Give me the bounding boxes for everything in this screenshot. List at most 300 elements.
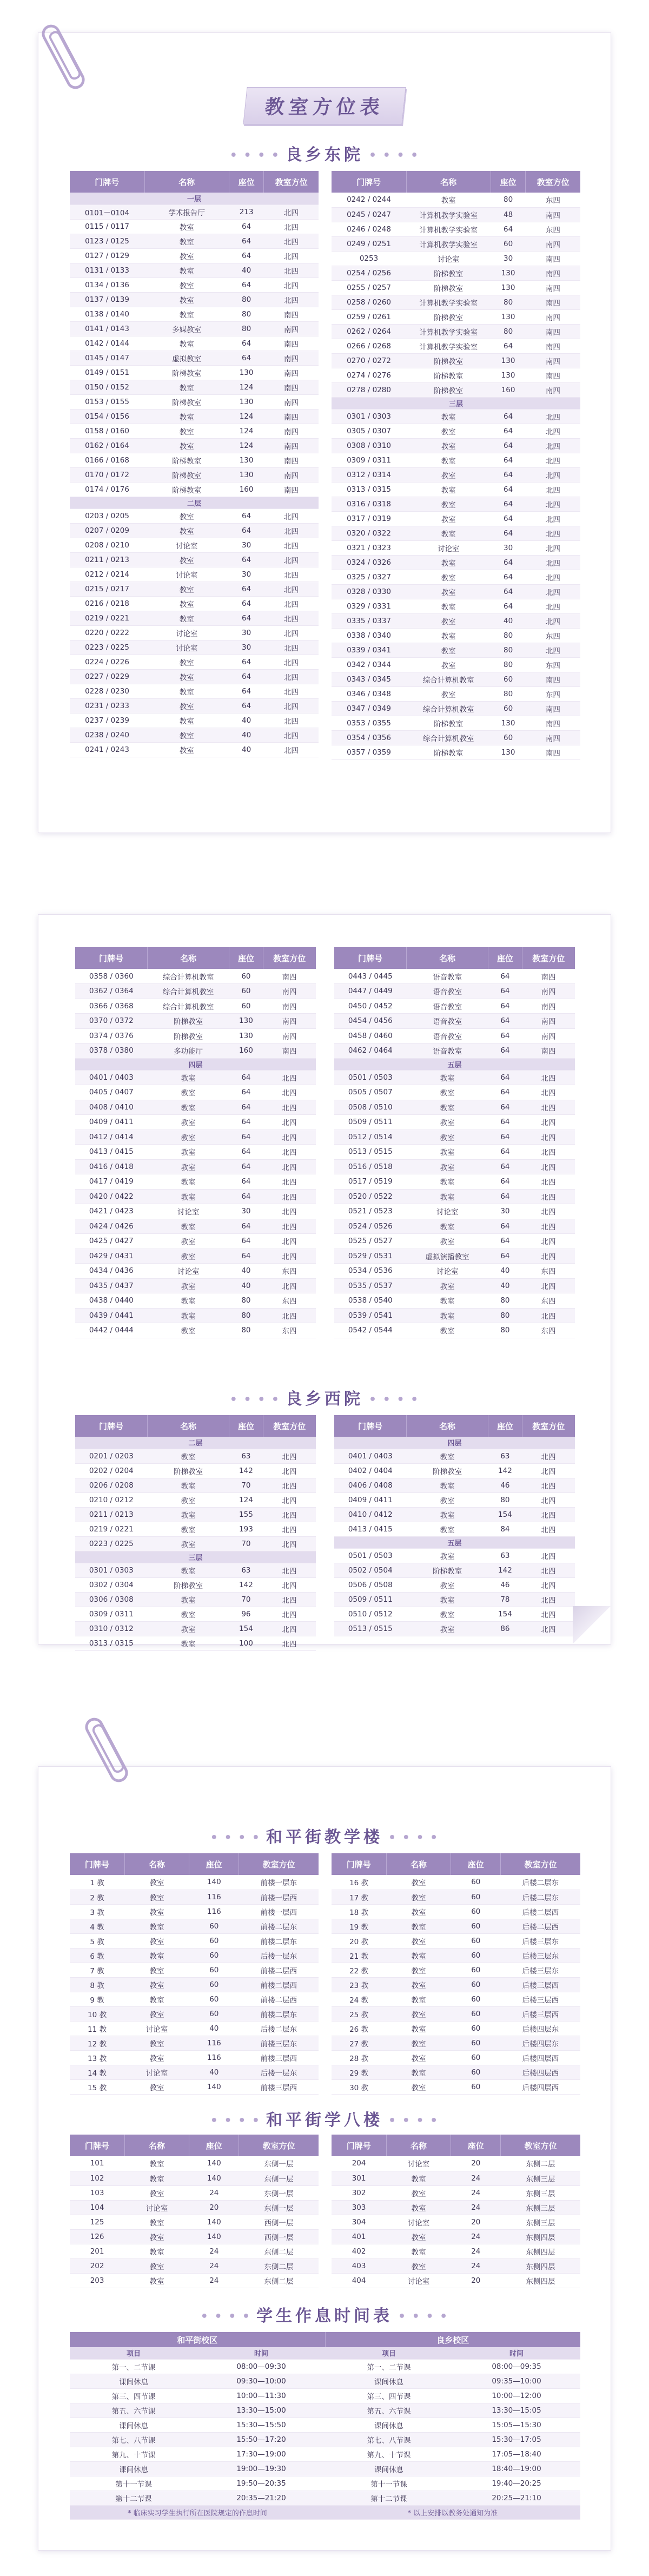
table-row [70, 278, 319, 292]
table-cell: 0420 / 0422 [75, 1189, 148, 1204]
table-cell: 0366 / 0368 [75, 999, 148, 1014]
table-cell: 10 教 [70, 2006, 124, 2021]
table-cell: 130 [491, 368, 525, 382]
table-cell: 30 教 [332, 2079, 386, 2094]
table-cell: 教室 [144, 248, 229, 263]
table-cell: 北四 [522, 1577, 575, 1592]
table-cell: 130 [491, 353, 525, 368]
campus-header-left: 和平街校区 [70, 2332, 325, 2347]
table-cell: 213 [229, 204, 263, 219]
table-cell: 0521 / 0523 [334, 1204, 407, 1219]
table-cell: 教室 [407, 1174, 488, 1190]
table-row [75, 1492, 316, 1507]
table-cell: 东四 [263, 1293, 316, 1309]
table-row [332, 266, 580, 280]
table-cell: 南四 [522, 984, 575, 999]
table-cell: 0462 / 0464 [334, 1043, 407, 1059]
page-sheet-2 [38, 914, 611, 1649]
table-cell: 126 [70, 2229, 124, 2244]
table-cell: 104 [70, 2200, 124, 2215]
table-cell: 北四 [522, 1563, 575, 1577]
table-cell: 0145 / 0147 [70, 351, 144, 365]
table-cell: 讨论室 [407, 1264, 488, 1279]
column-header: 教室方位 [526, 171, 580, 193]
table-cell: 阶梯教室 [406, 280, 491, 295]
table-row [70, 263, 319, 278]
table-cell: 130 [229, 453, 263, 467]
schedule-cell: 10:00—11:30 [197, 2388, 325, 2403]
table-cell: 0207 / 0209 [70, 523, 144, 538]
table-row [70, 204, 319, 219]
table-cell: 教室 [148, 1249, 229, 1264]
table-cell: 教室 [144, 684, 229, 698]
table-cell: 南四 [264, 365, 319, 380]
table-cell: 20 [451, 2156, 501, 2171]
table-row [70, 2244, 319, 2258]
table-cell: 北四 [522, 1463, 575, 1478]
table-cell: 0517 / 0519 [334, 1174, 407, 1190]
table-cell: 语音教室 [407, 1028, 488, 1043]
table-cell: 0253 [332, 251, 406, 266]
table-cell: 教室 [148, 1234, 229, 1249]
table-cell: 后楼二层东 [239, 2021, 319, 2036]
floor-divider-row [75, 1437, 316, 1449]
column-header: 座位 [189, 2135, 239, 2156]
schedule-row [70, 2418, 580, 2432]
table-cell: 前楼二层东 [239, 1933, 319, 1948]
table-cell: 北四 [264, 640, 319, 655]
room-table [70, 171, 319, 757]
table-cell: 南四 [263, 1043, 316, 1059]
table-cell: 前楼二层西 [239, 1992, 319, 2006]
table-cell: 教室 [407, 1070, 488, 1085]
table-row [332, 222, 580, 236]
column-header: 教室方位 [501, 2135, 580, 2156]
floor-label: 五层 [334, 1058, 575, 1070]
table-row [332, 643, 580, 657]
table-row [75, 1234, 316, 1249]
table-cell: 后楼三层东 [501, 1933, 580, 1948]
floor-label: 二层 [70, 497, 319, 508]
table-cell: 教室 [144, 669, 229, 684]
floor-divider-row [334, 1536, 575, 1548]
table-cell: 40 [488, 1264, 522, 1279]
table-row [70, 2215, 319, 2229]
table-cell: 0312 / 0314 [332, 467, 406, 482]
table-row [334, 1308, 575, 1323]
table-cell: 0131 / 0133 [70, 263, 144, 278]
table-row [332, 1904, 580, 1919]
table-row [75, 1249, 316, 1264]
table-cell: 后楼四层西 [501, 2050, 580, 2065]
column-header: 座位 [451, 1853, 501, 1875]
table-cell: 0410 / 0412 [334, 1507, 407, 1522]
schedule-row [70, 2447, 580, 2461]
table-cell: 北四 [522, 1607, 575, 1621]
table-cell: 3 教 [70, 1904, 124, 1919]
table-cell: 教室 [148, 1159, 229, 1174]
table-cell: 80 [229, 1308, 263, 1323]
table-row [332, 599, 580, 613]
table-row [332, 2258, 580, 2273]
table-row [70, 453, 319, 467]
table-cell: 140 [189, 2079, 239, 2094]
column-header: 名称 [124, 2135, 189, 2156]
table-cell: 64 [491, 222, 525, 236]
table-cell: 北四 [263, 1463, 316, 1478]
table-row [332, 628, 580, 643]
schedule-cell: 19:50—20:35 [197, 2476, 325, 2491]
table-cell: 30 [488, 1204, 522, 1219]
table-cell: 0325 / 0327 [332, 570, 406, 584]
table-cell: 教室 [124, 1890, 189, 1904]
table-cell: 南四 [263, 999, 316, 1014]
table-cell: 教室 [124, 1948, 189, 1963]
table-cell: 64 [488, 1189, 522, 1204]
table-cell: 南四 [526, 295, 580, 309]
page-title-banner [245, 87, 404, 124]
table-cell: 0208 / 0210 [70, 538, 144, 552]
table-cell: 北四 [263, 1607, 316, 1621]
table-cell: 计算机教学实验室 [406, 236, 491, 251]
table-cell: 63 [488, 1548, 522, 1563]
schedule-cell: 19:00—19:30 [197, 2461, 325, 2476]
table-cell: 南四 [526, 207, 580, 222]
table-cell: 东侧三层 [501, 2215, 580, 2229]
table-cell: 0346 / 0348 [332, 686, 406, 701]
table-cell: 22 教 [332, 1963, 386, 1977]
table-cell: 前楼一层西 [239, 1904, 319, 1919]
table-cell: 教室 [148, 1492, 229, 1507]
campus-header-right: 良乡校区 [325, 2332, 580, 2347]
table-cell: 60 [451, 2021, 501, 2036]
schedule-cell: 10:00—12:00 [453, 2388, 580, 2403]
table-row [332, 382, 580, 397]
table-cell: 东四 [526, 686, 580, 701]
schedule-cell: 第七、八节课 [70, 2432, 197, 2447]
table-row [70, 1933, 319, 1948]
table-cell: 教室 [386, 1933, 451, 1948]
table-cell: 教室 [124, 1977, 189, 1992]
table-cell: 0401 / 0403 [75, 1070, 148, 1085]
table-cell: 教室 [386, 2021, 451, 2036]
table-cell: 讨论室 [148, 1204, 229, 1219]
table-row [332, 555, 580, 570]
table-cell: 130 [229, 365, 263, 380]
table-row [70, 596, 319, 611]
table-row [75, 1043, 316, 1059]
table-cell: 多功能厅 [148, 1043, 229, 1059]
table-cell: 0141 / 0143 [70, 321, 144, 336]
table-cell: 东侧三层 [501, 2171, 580, 2185]
table-cell: 教室 [144, 307, 229, 321]
table-cell: 0343 / 0345 [332, 672, 406, 686]
table-cell: 综合计算机教室 [148, 984, 229, 999]
table-row [75, 1014, 316, 1029]
table-cell: 教室 [386, 1992, 451, 2006]
table-cell: 教室 [407, 1115, 488, 1130]
schedule-row [70, 2461, 580, 2476]
table-cell: 124 [229, 438, 263, 453]
table-cell: 64 [229, 1249, 263, 1264]
table-cell: 64 [229, 351, 263, 365]
table-cell: 64 [229, 669, 263, 684]
table-cell: 64 [488, 984, 522, 999]
table-cell: 北四 [264, 669, 319, 684]
table-cell: 64 [488, 999, 522, 1014]
table-cell: 北四 [264, 742, 319, 757]
table-cell: 教室 [148, 1507, 229, 1522]
table-cell: 后楼三层西 [501, 1977, 580, 1992]
table-cell: 北四 [522, 1085, 575, 1100]
table-cell: 142 [488, 1463, 522, 1478]
table-row [332, 2065, 580, 2079]
table-cell: 教室 [144, 582, 229, 596]
table-cell: 教室 [144, 380, 229, 394]
table-row [70, 424, 319, 438]
table-row [75, 1323, 316, 1338]
table-cell: 北四 [526, 570, 580, 584]
table-row [332, 1948, 580, 1963]
table-row [334, 1100, 575, 1115]
table-cell: 后楼一层东 [239, 2065, 319, 2079]
table-cell: 教室 [407, 1492, 488, 1507]
table-cell: 124 [229, 380, 263, 394]
table-cell: 80 [488, 1308, 522, 1323]
table-row [75, 1159, 316, 1174]
table-cell: 教室 [406, 438, 491, 453]
table-cell: 30 [229, 640, 263, 655]
floor-label: 五层 [334, 1536, 575, 1548]
table-cell: 教室 [124, 2244, 189, 2258]
table-cell: 教室 [406, 613, 491, 628]
table-cell: 0115 / 0117 [70, 219, 144, 234]
table-cell: 教室 [144, 438, 229, 453]
table-cell: 0219 / 0221 [70, 611, 144, 625]
table-row [70, 409, 319, 424]
table-row [332, 353, 580, 368]
room-table [75, 1415, 316, 1651]
table-cell: 0416 / 0418 [75, 1159, 148, 1174]
table-cell: 教室 [406, 497, 491, 511]
table-cell: 北四 [526, 467, 580, 482]
table-cell: 204 [332, 2156, 386, 2171]
table-cell: 124 [229, 424, 263, 438]
table-cell: 0538 / 0540 [334, 1293, 407, 1309]
schedule-cell: 09:35—10:00 [453, 2374, 580, 2388]
table-cell: 讨论室 [144, 625, 229, 640]
table-cell: 南四 [522, 1028, 575, 1043]
table-cell: 0342 / 0344 [332, 657, 406, 672]
table-cell: 0338 / 0340 [332, 628, 406, 643]
table-cell: 0502 / 0504 [334, 1563, 407, 1577]
table-cell: 155 [229, 1507, 263, 1522]
column-header: 名称 [148, 947, 229, 969]
table-row [75, 1070, 316, 1085]
table-cell: 0421 / 0423 [75, 1204, 148, 1219]
table-cell: 64 [229, 552, 263, 567]
schedule-cell: 20:25—21:10 [453, 2491, 580, 2505]
table-cell: 北四 [526, 497, 580, 511]
table-cell: 虚拟教室 [144, 351, 229, 365]
table-cell: 64 [229, 611, 263, 625]
table-row [332, 570, 580, 584]
table-cell: 28 教 [332, 2050, 386, 2065]
schedule-column-header: 项目 [70, 2347, 197, 2359]
column-header: 门牌号 [332, 171, 406, 193]
table-cell: 154 [488, 1507, 522, 1522]
floor-label: 三层 [332, 397, 580, 409]
table-cell: 40 [229, 728, 263, 742]
table-cell: 142 [488, 1563, 522, 1577]
table-row [334, 1607, 575, 1621]
column-header: 门牌号 [70, 1853, 124, 1875]
table-cell: 教室 [386, 1977, 451, 1992]
table-cell: 综合计算机教室 [148, 999, 229, 1014]
table-cell: 北四 [263, 1536, 316, 1551]
table-cell: 教室 [386, 2050, 451, 2065]
table-cell: 0258 / 0260 [332, 295, 406, 309]
table-row [334, 1014, 575, 1029]
schedule-column-header: 时间 [197, 2347, 325, 2359]
table-row [334, 1189, 575, 1204]
table-row [70, 698, 319, 713]
table-cell: 0245 / 0247 [332, 207, 406, 222]
table-cell: 教室 [124, 1919, 189, 1933]
schedule-cell: 第十一节课 [70, 2476, 197, 2491]
table-cell: 80 [229, 1323, 263, 1338]
table-cell: 64 [488, 1085, 522, 1100]
table-cell: 0353 / 0355 [332, 716, 406, 730]
table-cell: 100 [229, 1636, 263, 1650]
table-row [334, 1249, 575, 1264]
table-cell: 教室 [386, 2258, 451, 2273]
table-cell: 教室 [407, 1130, 488, 1145]
table-cell: 南四 [264, 438, 319, 453]
table-cell: 0454 / 0456 [334, 1014, 407, 1029]
table-cell: 0509 / 0511 [334, 1592, 407, 1607]
table-cell: 80 [491, 643, 525, 657]
table-cell: 教室 [124, 2185, 189, 2200]
table-row [332, 2079, 580, 2094]
table-cell: 后楼三层东 [501, 1948, 580, 1963]
table-cell: 124 [229, 409, 263, 424]
table-cell: 64 [229, 655, 263, 669]
table-cell: 阶梯教室 [406, 309, 491, 324]
table-row [334, 1234, 575, 1249]
table-row [332, 207, 580, 222]
table-cell: 教室 [124, 2079, 189, 2094]
table-row [75, 1607, 316, 1621]
table-cell: 0137 / 0139 [70, 292, 144, 307]
table-cell: 北四 [526, 555, 580, 570]
table-cell: 160 [229, 1043, 263, 1059]
schedule-footnote: * 临床实习学生执行所在医院规定的作息时间 [70, 2505, 325, 2519]
table-cell: 0529 / 0531 [334, 1249, 407, 1264]
column-header: 门牌号 [70, 2135, 124, 2156]
table-row [334, 1478, 575, 1492]
table-cell: 40 [229, 742, 263, 757]
table-cell: 阶梯教室 [144, 467, 229, 482]
table-cell: 语音教室 [407, 969, 488, 984]
table-cell: 讨论室 [406, 540, 491, 555]
table-row [332, 2036, 580, 2050]
table-cell: 21 教 [332, 1948, 386, 1963]
table-row [75, 1204, 316, 1219]
table-cell: 北四 [263, 1563, 316, 1577]
table-cell: 东侧三层 [501, 2185, 580, 2200]
table-cell: 计算机教学实验室 [406, 339, 491, 353]
column-header: 座位 [451, 2135, 501, 2156]
table-cell: 东侧二层 [239, 2258, 319, 2273]
column-header: 座位 [491, 171, 525, 193]
table-cell: 后楼二层西 [501, 1919, 580, 1933]
table-cell: 东侧二层 [501, 2156, 580, 2171]
table-cell: 64 [491, 453, 525, 467]
table-cell: 前楼一层东 [239, 1875, 319, 1890]
table-cell: 0413 / 0415 [75, 1145, 148, 1160]
table-cell: 语音教室 [407, 999, 488, 1014]
table-cell: 北四 [522, 1621, 575, 1636]
table-cell: 64 [488, 1028, 522, 1043]
table-row [75, 1278, 316, 1293]
table-cell: 教室 [148, 1308, 229, 1323]
table-cell: 0228 / 0230 [70, 684, 144, 698]
table-row [334, 1492, 575, 1507]
table-cell: 教室 [407, 1607, 488, 1621]
table-cell: 14 教 [70, 2065, 124, 2079]
table-cell: 教室 [148, 1621, 229, 1636]
table-cell: 南四 [263, 984, 316, 999]
table-cell: 0354 / 0356 [332, 730, 406, 745]
table-cell: 116 [189, 2036, 239, 2050]
table-cell: 北四 [264, 611, 319, 625]
table-cell: 48 [491, 207, 525, 222]
table-row [70, 1890, 319, 1904]
table-cell: 80 [488, 1323, 522, 1338]
table-cell: 64 [488, 1159, 522, 1174]
table-cell: 后楼三层西 [501, 2006, 580, 2021]
table-row [70, 611, 319, 625]
table-cell: 教室 [407, 1478, 488, 1492]
table-cell: 0305 / 0307 [332, 424, 406, 438]
table-row [332, 2185, 580, 2200]
table-cell: 教室 [407, 1100, 488, 1115]
schedule-cell: 第九、十节课 [70, 2447, 197, 2461]
table-cell: 北四 [522, 1492, 575, 1507]
table-cell: 北四 [263, 1592, 316, 1607]
table-cell: 北四 [264, 552, 319, 567]
table-cell: 综合计算机教室 [148, 969, 229, 984]
column-header: 座位 [229, 947, 263, 969]
table-row [75, 969, 316, 984]
table-row [332, 2244, 580, 2258]
table-cell: 教室 [386, 2171, 451, 2185]
table-cell: 64 [229, 684, 263, 698]
table-cell: 教室 [406, 643, 491, 657]
table-row [334, 1577, 575, 1592]
table-cell: 北四 [264, 219, 319, 234]
table-cell: 教室 [148, 1636, 229, 1650]
table-cell: 0417 / 0419 [75, 1174, 148, 1190]
table-cell: 0321 / 0323 [332, 540, 406, 555]
table-cell: 40 [229, 1264, 263, 1279]
table-cell: 北四 [522, 1449, 575, 1463]
table-cell: 教室 [144, 409, 229, 424]
table-row [70, 219, 319, 234]
table-cell: 140 [189, 2215, 239, 2229]
table-row [334, 1592, 575, 1607]
